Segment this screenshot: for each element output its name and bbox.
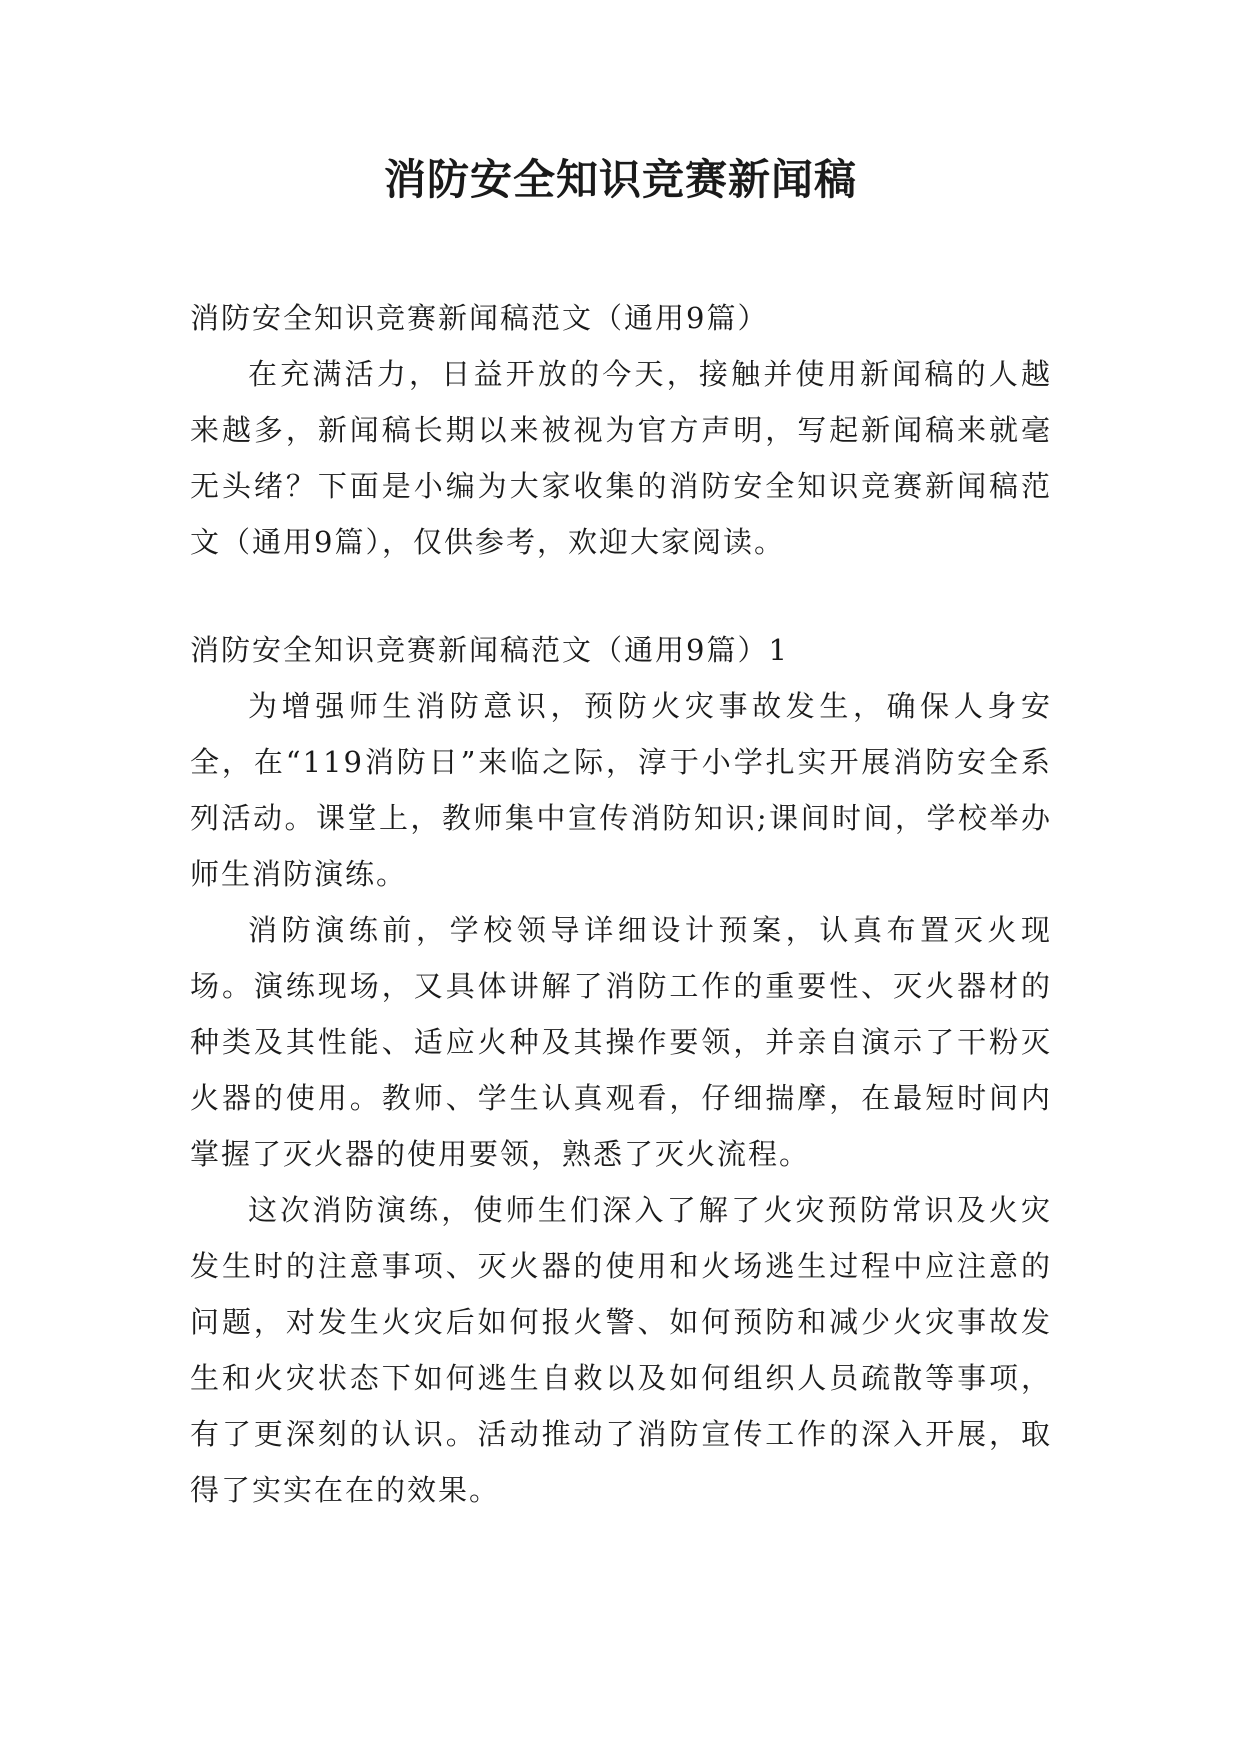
document-body (190, 290, 1052, 1518)
body-paragraph: 消防演练前，学校领导详细设计预案，认真布置灭火现场。演练现场，又具体讲解了消防工作的重要性、灭火器材的种类及其性能、适应火种及其操作要领，并亲自演示了干粉灭火器的使用。教师、学生认真观看，仔细揣摩，在最短时间内掌握了灭火器的使用要领，熟悉了灭火流程。 (190, 913, 1052, 1171)
document-title: 消防安全知识竞赛新闻稿 (383, 155, 857, 204)
document-subtitle: 消防安全知识竞赛新闻稿范文（通用9篇） (190, 301, 769, 335)
body-paragraph: 为增强师生消防意识，预防火灾事故发生，确保人身安全，在“119消防日”来临之际，淳于小学扎实开展消防安全系列活动。课堂上，教师集中宣传消防知识;课间时间，学校举办师生消防演练。 (190, 689, 1052, 891)
body-paragraph: 这次消防演练，使师生们深入了解了火灾预防常识及火灾发生时的注意事项、灭火器的使用和火场逃生过程中应注意的问题，对发生火灾后如何报火警、如何预防和减少火灾事故发生和火灾状态下如何逃生自救以及如何组织人员疏散等事项，有了更深刻的认识。活动推动了消防宣传工作的深入开展，取得了实实在在的效果。 (190, 1193, 1052, 1507)
intro-paragraph: 在充满活力，日益开放的今天，接触并使用新闻稿的人越来越多，新闻稿长期以来被视为官方声明，写起新闻稿来就毫无头绪？下面是小编为大家收集的消防安全知识竞赛新闻稿范文（通用9篇），仅供参考，欢迎大家阅读。 (190, 357, 1052, 559)
section-gap (190, 570, 1052, 622)
section-heading: 消防安全知识竞赛新闻稿范文（通用9篇）1 (190, 633, 789, 667)
